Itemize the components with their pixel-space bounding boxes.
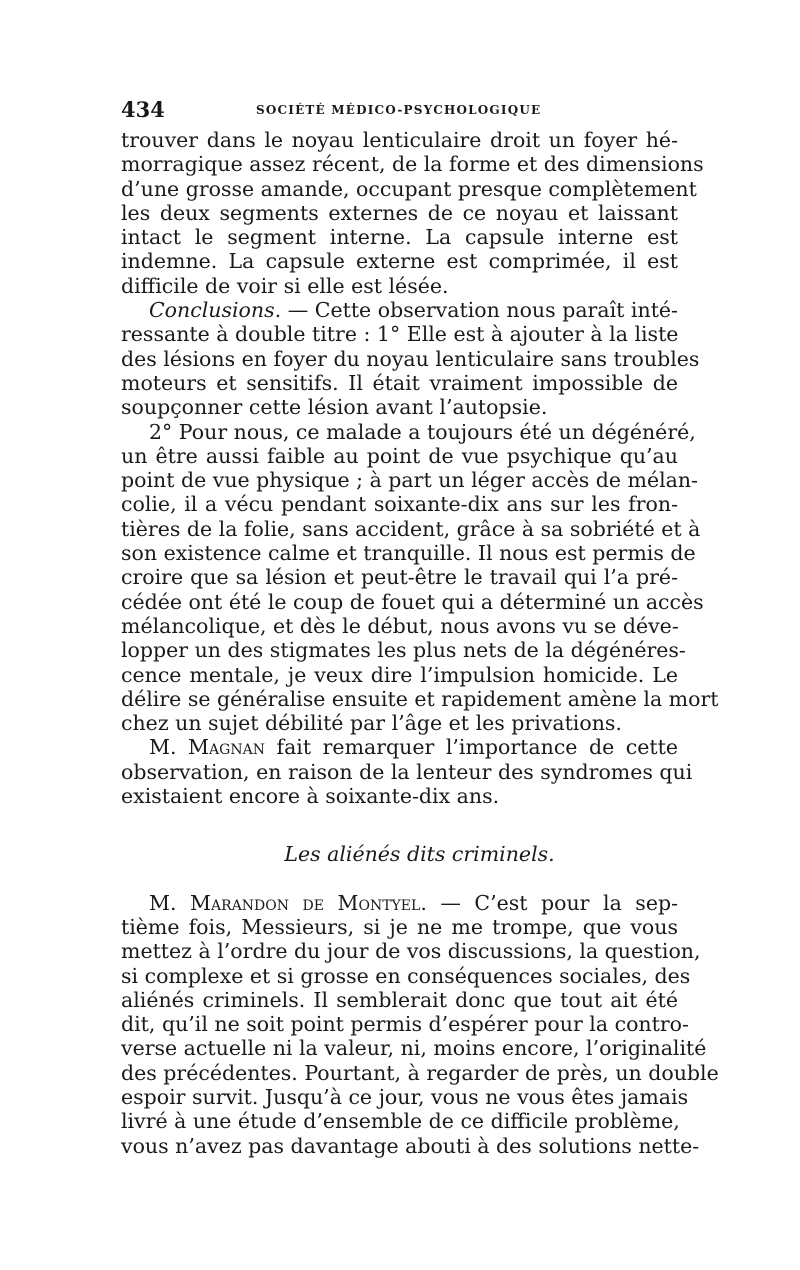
text-line: observation, en raison de la lenteur des syndromes qui (121, 759, 693, 784)
text-line: existaient encore à soixante-dix ans. (121, 784, 500, 809)
text-line: si complexe et si grosse en conséquences sociales, des (121, 963, 691, 988)
text-line: colie, il a vécu pendant soixante-dix ans sur les fron- (121, 492, 678, 517)
text-line: chez un sujet débilité par l’âge et les privations. (121, 711, 622, 736)
paragraph-conclusions (121, 298, 700, 420)
text-line: croire que sa lésion et peut-être le travail qui l’a pré- (121, 565, 678, 590)
running-head: SOCIÉTÉ MÉDICO-PSYCHOLOGIQUE (256, 103, 542, 117)
speaker-name: Marandon de Montyel. (190, 890, 427, 915)
text-line: moteurs et sensitifs. Il était vraiment impossible de (121, 370, 678, 395)
paragraph-observation-end (121, 128, 704, 298)
text-line: tières de la folie, sans accident, grâce à sa sobriété et à (121, 516, 701, 541)
text-line: vous n’avez pas davantage abouti à des solutions nette- (121, 1133, 700, 1158)
text-line: trouver dans le noyau lenticulaire droit un foyer hé- (121, 128, 678, 152)
text-line: des lésions en foyer du noyau lenticulaire sans troubles (121, 346, 700, 371)
paragraph-marandon (121, 890, 719, 1158)
text-span: — C’est pour la sep- (426, 890, 679, 915)
text-line: son existence calme et tranquille. Il nous est permis de (121, 541, 696, 566)
text-line: 2° Pour nous, ce malade a toujours été un dégénéré, (149, 419, 696, 444)
speaker-name: Magnan (188, 735, 265, 760)
text-line: lopper un des stigmates les plus nets de la dégénéres- (121, 638, 686, 663)
text-line: cence mentale, je veux dire l’impulsion homicide. Le (121, 662, 678, 687)
text-line: ressante à double titre : 1° Elle est à ajouter à la liste (121, 322, 679, 347)
text-span: M. (149, 890, 191, 915)
text-line: aliénés criminels. Il semblerait donc que tout ait été (121, 987, 678, 1012)
text-line: morragique assez récent, de la forme et des dimensions (121, 152, 704, 177)
paragraph-second-point (121, 419, 719, 736)
text-line: d’une grosse amande, occupant presque complètement (121, 176, 697, 201)
text-line: soupçonner cette lésion avant l’autopsie. (121, 395, 548, 420)
text-line: les deux segments externes de ce noyau et laissant (121, 200, 678, 225)
conclusions-heading: Conclusions. (149, 298, 282, 323)
text-line: mélancolique, et dès le début, nous avons vu se déve- (121, 613, 679, 638)
text-line: un être aussi faible au point de vue psychique qu’au (121, 443, 678, 468)
text-line (121, 298, 678, 322)
text-span: M. (149, 735, 189, 760)
text-line: point de vue physique ; à part un léger accès de mélan- (121, 468, 698, 493)
text-line: délire se généralise ensuite et rapidement amène la mort (121, 686, 719, 711)
page-header (121, 97, 678, 127)
text-line: mettez à l’ordre du jour de vos discussions, la question, (121, 939, 701, 964)
text-line: cédée ont été le coup de fouet qui a déterminé un accès (121, 589, 704, 614)
text-line: des précédentes. Pourtant, à regarder de près, un double (121, 1060, 719, 1085)
text-line: tième fois, Messieurs, si je ne me trompe, que vous (121, 914, 678, 939)
text-span: fait remarquer l’importance de cette (264, 735, 678, 760)
text-line: livré à une étude d’ensemble de ce difficile problème, (121, 1109, 680, 1134)
paragraph-magnan (121, 735, 693, 809)
body-text (121, 128, 719, 1158)
text-span: — Cette observation nous paraît inté- (281, 298, 678, 323)
page-number: 434 (121, 97, 165, 122)
section-title: Les aliénés dits criminels. (284, 842, 555, 867)
text-line: dit, qu’il ne soit point permis d’espérer pour la contro- (121, 1012, 689, 1037)
text-line: verse actuelle ni la valeur, ni, moins encore, l’originalité (121, 1036, 707, 1061)
text-line (121, 735, 678, 759)
text-line: indemne. La capsule externe est comprimée, il est (121, 249, 678, 274)
text-line: espoir survit. Jusqu’à ce jour, vous ne vous êtes jamais (121, 1084, 689, 1109)
text-line: difficile de voir si elle est lésée. (121, 273, 449, 298)
text-line: intact le segment interne. La capsule interne est (121, 225, 678, 250)
text-line (121, 891, 678, 915)
